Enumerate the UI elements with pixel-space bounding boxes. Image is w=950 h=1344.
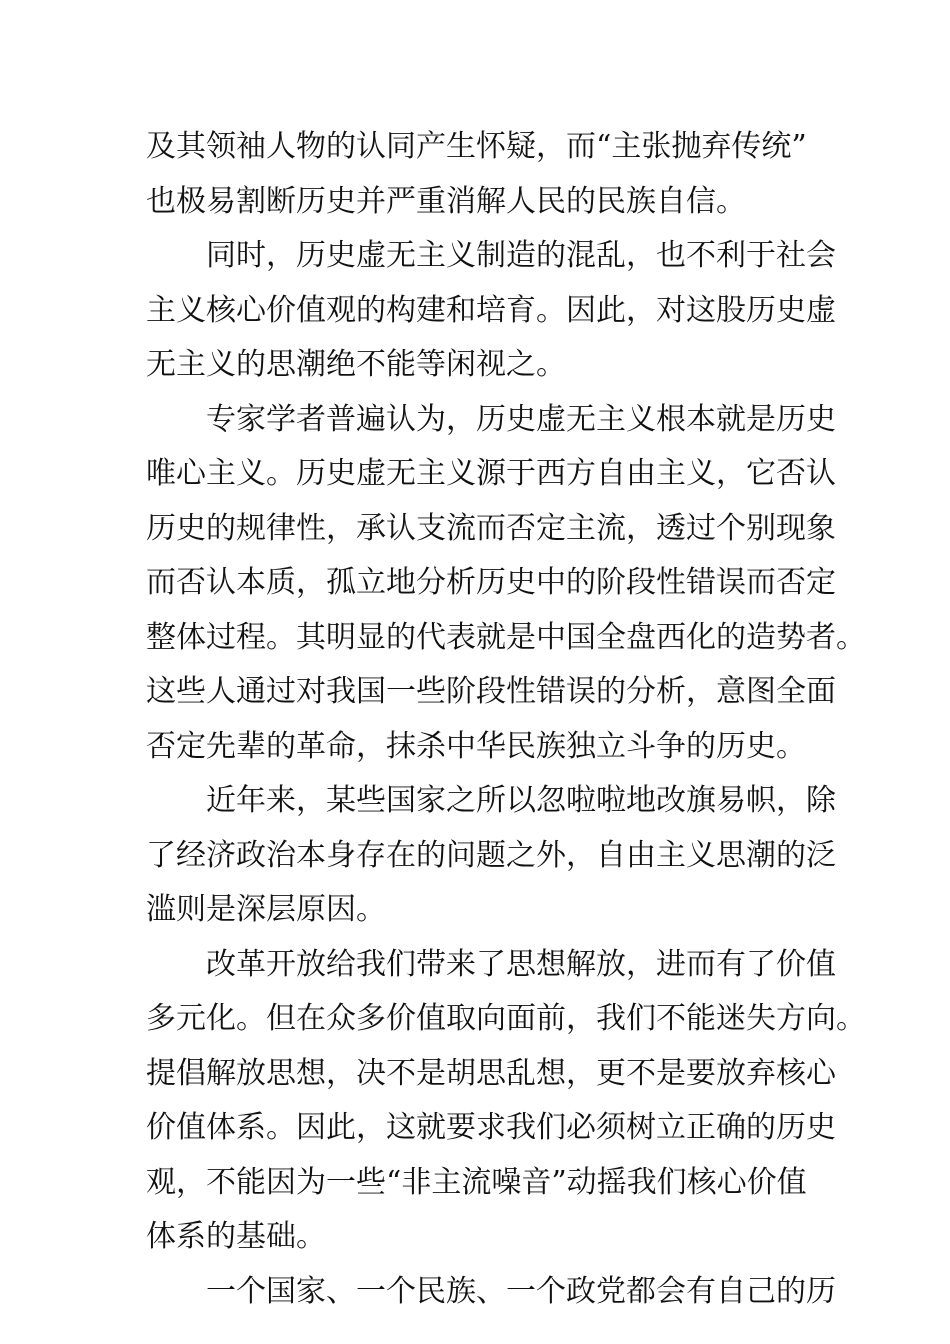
paragraph [146,229,836,393]
text-line: 体系的基础。 [146,1219,326,1254]
text-line: 同时，历史虚无主义制造的混乱，也不利于社会 [206,238,836,273]
text-line: 多元化。但在众多价值取向面前，我们不能迷失方向。 [146,1001,866,1036]
text-line: 了经济政治本身存在的问题之外，自由主义思潮的泛 [146,837,836,873]
text-line: 整体过程。其明显的代表就是中国全盘西化的造势者。 [146,619,866,655]
text-line: 而否认本质，孤立地分析历史中的阶段性错误而否定 [146,565,836,600]
text-line: 一个国家、一个民族、一个政党都会有自己的历 [206,1273,836,1309]
text-line: 历史的规律性，承认支流而否定主流，透过个别现象 [146,510,836,546]
paragraph [146,774,836,938]
text-line: 否定先辈的革命，抹杀中华民族独立斗争的历史。 [146,728,806,764]
body-text [146,120,866,1319]
text-line: 唯心主义。历史虚无主义源于西方自由主义，它否认 [146,456,836,491]
text-line: 及其领袖人物的认同产生怀疑，而“主张抛弃传统” [146,129,807,164]
text-line: 价值体系。因此，这就要求我们必须树立正确的历史 [146,1110,836,1145]
text-line: 无主义的思潮绝不能等闲视之。 [146,347,566,382]
text-line: 专家学者普遍认为，历史虚无主义根本就是历史 [206,401,836,437]
text-line: 主义核心价值观的构建和培育。因此，对这股历史虚 [146,292,836,328]
text-line: 这些人通过对我国一些阶段性错误的分析，意图全面 [146,674,836,709]
text-line: 近年来，某些国家之所以忽啦啦地改旗易帜，除 [206,783,836,818]
text-line: 改革开放给我们带来了思想解放，进而有了价值 [206,946,836,982]
paragraph [146,1265,836,1320]
paragraph [146,393,866,775]
text-line: 也极易割断历史并严重消解人民的民族自信。 [146,183,746,219]
text-line: 滥则是深层原因。 [146,892,386,927]
paragraph [146,938,866,1265]
text-line: 观，不能因为一些“非主流噪音”动摇我们核心价值 [146,1164,807,1200]
text-line: 提倡解放思想，决不是胡思乱想，更不是要放弃核心 [146,1055,836,1091]
paragraph [146,120,836,229]
